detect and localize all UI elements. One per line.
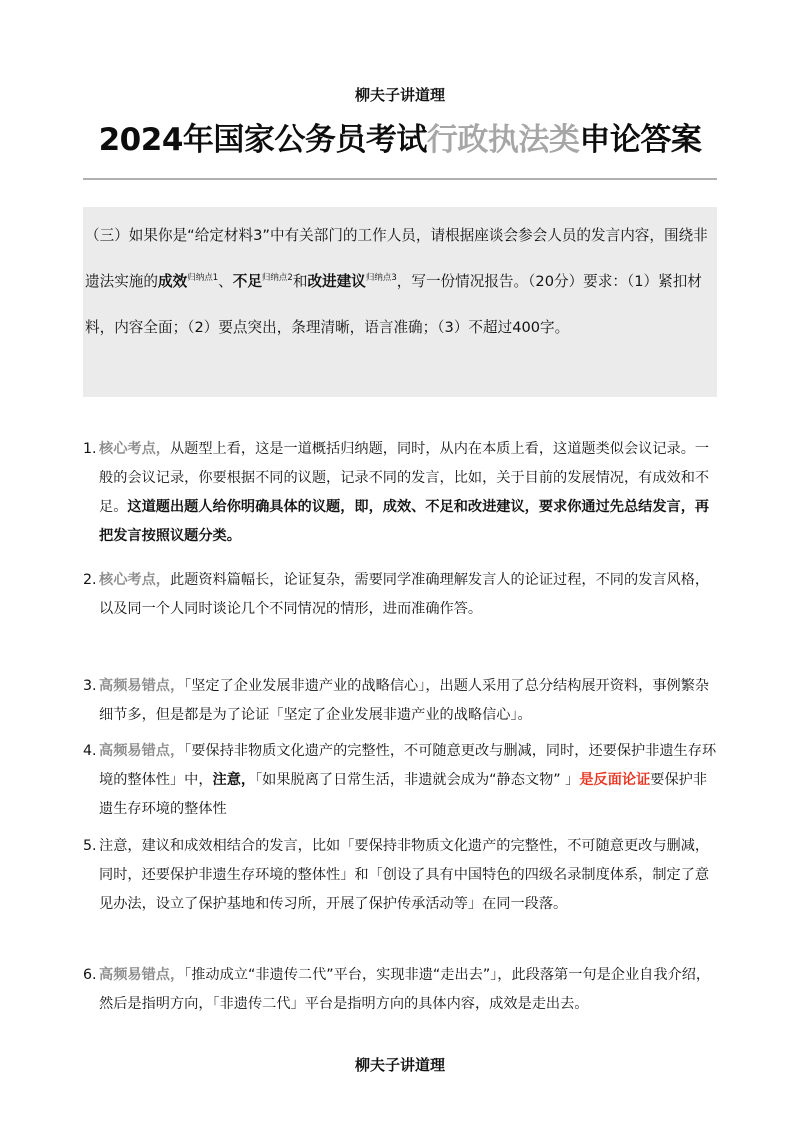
item-text: 从题型上看，这是一道概括归纳题，同时，从内在本质上看，这道题类似会议记录。一般的会议记录，你要根据不同的议题，记录不同的发言，比如，关于目前的发展情况，有成效和不足。 bbox=[99, 441, 710, 515]
brand-header: 柳夫子讲道理 bbox=[354, 86, 445, 104]
page-title bbox=[0, 114, 800, 159]
item-text-3: 要保护非遗生存环境的整体性 bbox=[99, 772, 708, 817]
title-part-gray: 行政执法类 bbox=[426, 122, 580, 158]
question-keyword-shortfall: 不足 bbox=[232, 273, 262, 290]
question-text-3: 和 bbox=[292, 273, 308, 290]
item-number: 6. bbox=[83, 967, 97, 983]
question-text-1: （三）如果你是“给定材料3”中有关部门的工作人员，请根据座谈会参会人员的发言内容，围绕非遗法实施的 bbox=[85, 227, 708, 290]
question-note-1: 归纳点1 bbox=[187, 273, 219, 283]
item-keyword: 高频易错点， bbox=[99, 678, 185, 694]
question-text-2: 、 bbox=[218, 273, 233, 290]
question-keyword-effect: 成效 bbox=[157, 273, 188, 290]
list-item-4 bbox=[83, 737, 717, 824]
title-divider bbox=[83, 178, 717, 180]
question-note-3: 归纳点3 bbox=[365, 273, 397, 283]
item-keyword: 高频易错点， bbox=[99, 967, 185, 983]
list-item-1 bbox=[83, 435, 717, 551]
item-keyword: 核心考点， bbox=[99, 572, 170, 588]
item-number: 3. bbox=[83, 678, 97, 694]
item-keyword: 核心考点， bbox=[99, 441, 170, 457]
item-text: 「坚定了企业发展非遗产业的战略信心」，出题人采用了总分结构展开资料，事例繁杂细节多，但是都是为了论证「坚定了企业发展非遗产业的战略信心」。 bbox=[99, 678, 710, 723]
question-box bbox=[83, 207, 717, 397]
item-red-highlight: 是反面论证 bbox=[579, 772, 651, 788]
item-text: 注意，建议和成效相结合的发言，比如「要保持非物质文化遗产的完整性，不可随意更改与删减，同时，还要保护非遗生存环境的整体性」和「创设了具有中国特色的四级名录制度体系，制定了意见办法，设立了保护基地和传习所，开展了保护传承活动等」在同一段落。 bbox=[99, 838, 710, 912]
list-item-6 bbox=[83, 961, 717, 1019]
list-item-3 bbox=[83, 672, 717, 730]
list-item-5 bbox=[83, 832, 717, 919]
item-text-1: 「要保持非物质文化遗产的完整性，不可随意更改与删减，同时，还要保护非遗生存环境的整体性」中， bbox=[99, 743, 717, 788]
question-keyword-suggestion: 改进建议 bbox=[307, 273, 366, 290]
title-part-3: 申论答案 bbox=[579, 122, 702, 158]
item-number: 2. bbox=[83, 572, 97, 588]
item-bold-text: 这道题出题人给你明确具体的议题，即，成效、不足和改进建议，要求你通过先总结发言，再把发言按照议题分类。 bbox=[99, 499, 710, 544]
question-note-2: 归纳点2 bbox=[261, 273, 293, 283]
item-text: 「推动成立“非遗传二代”平台，实现非遗“走出去”」，此段落第一句是企业自我介绍，然后是指明方向，「非遗传二代」平台是指明方向的具体内容，成效是走出去。 bbox=[99, 967, 711, 1012]
item-number: 5. bbox=[83, 838, 97, 854]
item-text-2: 「如果脱离了日常生活，非遗就会成为“静态文物” 」 bbox=[255, 772, 580, 788]
item-text: 此题资料篇幅长，论证复杂，需要同学准确理解发言人的论证过程，不同的发言风格，以及同一个人同时谈论几个不同情况的情形，进而准确作答。 bbox=[99, 572, 710, 617]
question-text-4: ，写一份情况报告。（20分）要求：（1）紧扣材料，内容全面；（2）要点突出，条理清晰，语言准确；（3）不超过400字。 bbox=[85, 273, 702, 336]
item-keyword: 高频易错点， bbox=[99, 743, 185, 759]
item-number: 4. bbox=[83, 743, 97, 759]
brand-footer: 柳夫子讲道理 bbox=[354, 1056, 445, 1074]
item-number: 1. bbox=[83, 441, 97, 457]
list-item-2 bbox=[83, 566, 717, 624]
title-part-1: 2024年国家公务员考试 bbox=[98, 122, 427, 158]
item-bold-text: 注意， bbox=[212, 772, 256, 788]
